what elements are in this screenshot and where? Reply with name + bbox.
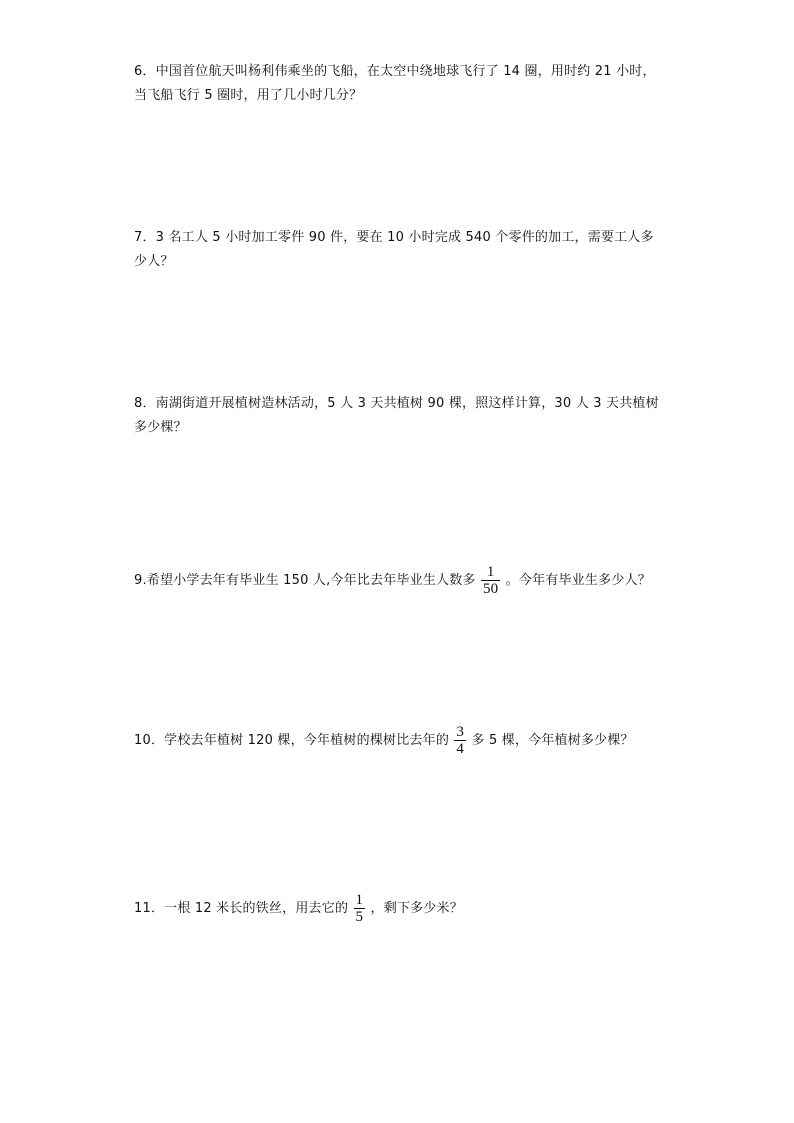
- fraction-denominator: 50: [482, 581, 499, 597]
- problem-6-line-2: 当飞船飞行 5 圈时，用了几小时几分？: [134, 88, 363, 103]
- problem-7-line-1: 7．3 名工人 5 小时加工零件 90 件，要在 10 小时完成 540 个零件的加工，需要工人多: [134, 230, 654, 245]
- problem-9: [134, 564, 674, 597]
- problem-8: [134, 392, 674, 440]
- problem-8-line-1: 8．南湖街道开展植树造林活动，5 人 3 天共植树 90 棵，照这样计算，30 人 3 天共植树: [134, 396, 659, 411]
- fraction-numerator: 1: [486, 564, 495, 580]
- fraction-numerator: 3: [456, 724, 465, 740]
- fraction-denominator: 4: [456, 741, 465, 757]
- problem-10-text-after: 多 5 棵，今年植树多少棵？: [471, 733, 634, 748]
- problem-11-text-after: ，剩下多少米？: [370, 901, 463, 916]
- problem-9-text-after: 。今年有毕业生多少人？: [505, 573, 651, 588]
- problem-7: [134, 226, 674, 274]
- problem-9-text-before: 9.希望小学去年有毕业生 150 人,今年比去年毕业生人数多: [134, 573, 476, 588]
- problem-8-line-2: 多少棵？: [134, 420, 187, 435]
- problem-11-fraction: [354, 892, 366, 925]
- fraction-numerator: 1: [355, 892, 364, 908]
- problem-10: [134, 724, 674, 757]
- problem-10-text-before: 10．学校去年植树 120 棵，今年植树的棵树比去年的: [134, 733, 450, 748]
- fraction-denominator: 5: [355, 909, 364, 925]
- problem-6: [134, 60, 674, 108]
- problem-11-text-before: 11．一根 12 米长的铁丝，用去它的: [134, 901, 349, 916]
- problem-9-fraction: [481, 564, 500, 597]
- problem-6-line-1: 6．中国首位航天叫杨利伟乘坐的飞船，在太空中绕地球飞行了 14 圈，用时约 21 小时，: [134, 64, 656, 79]
- problem-10-fraction: [454, 724, 466, 757]
- problem-11: [134, 892, 674, 925]
- problem-7-line-2: 少人？: [134, 254, 174, 269]
